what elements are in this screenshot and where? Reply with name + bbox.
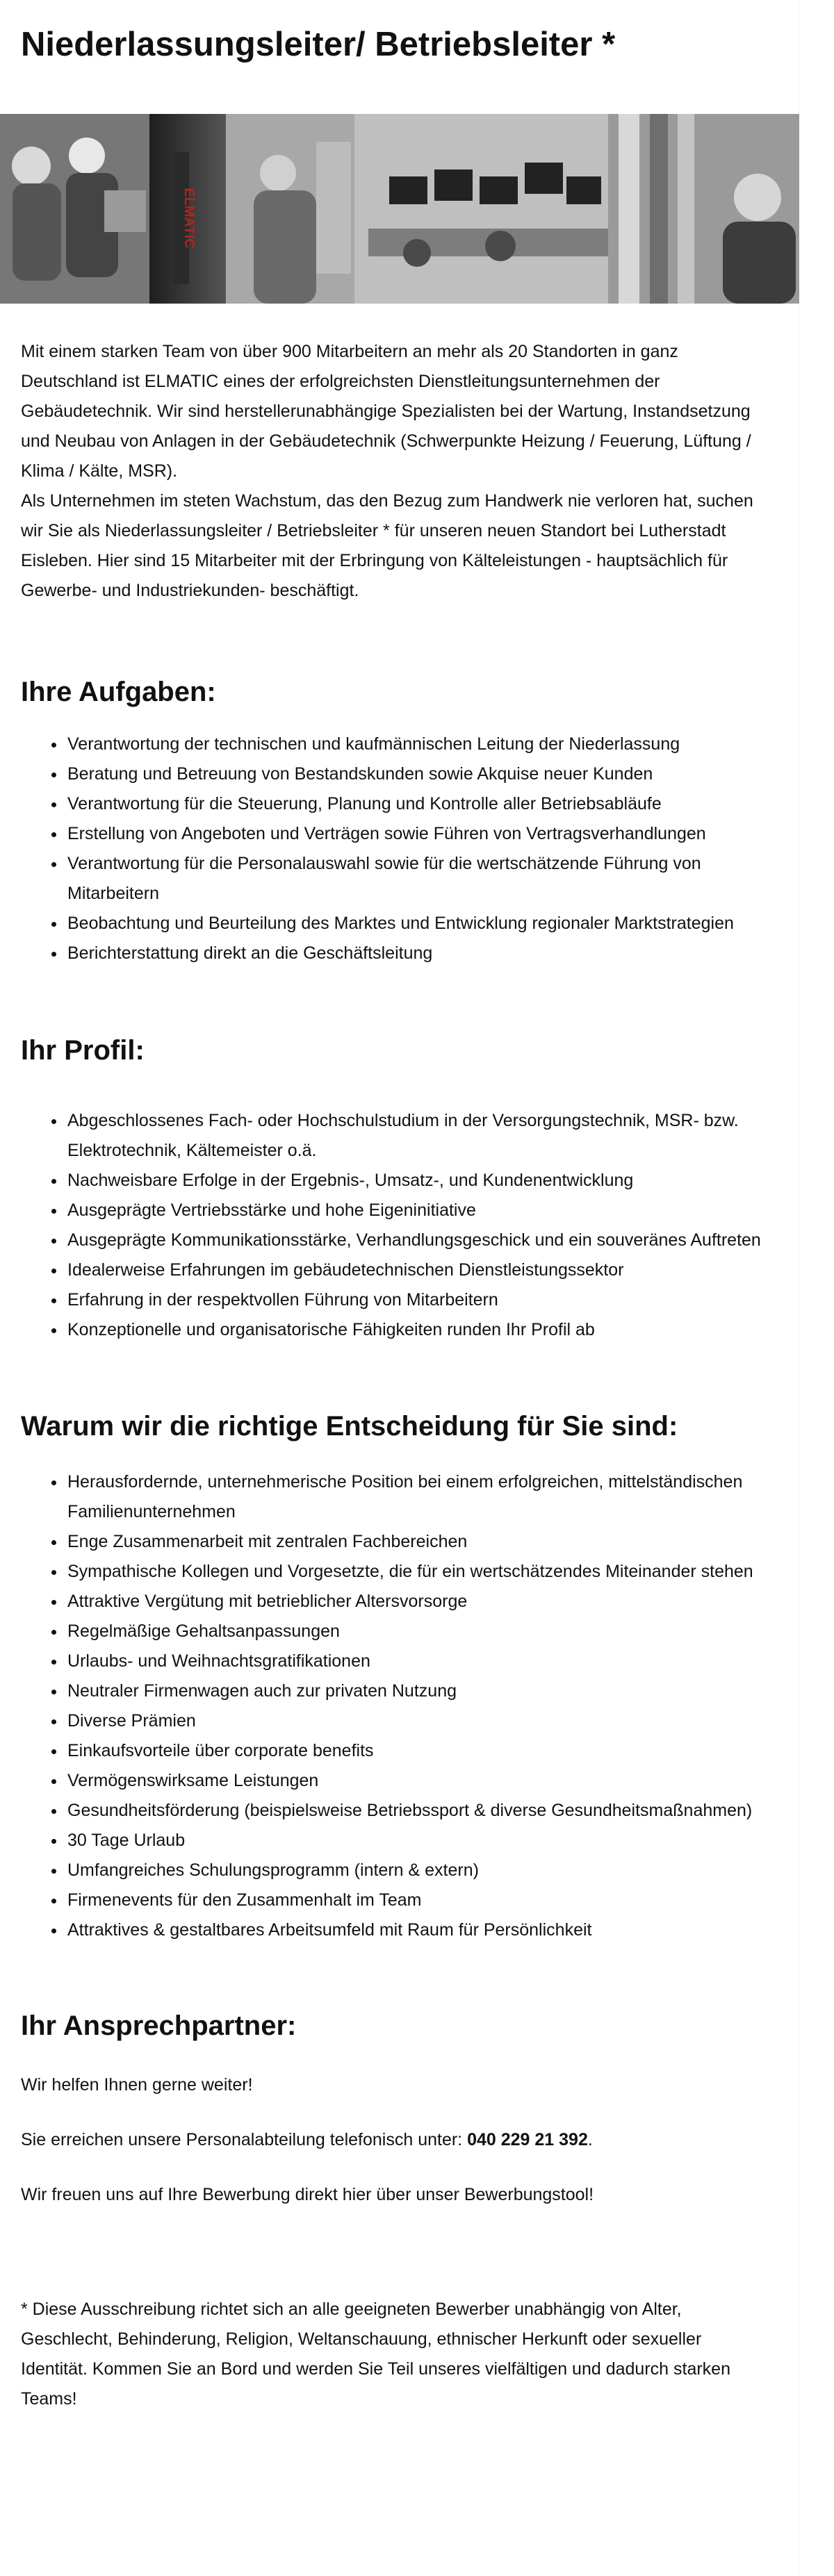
intro-paragraph-1: Mit einem starken Team von über 900 Mitarbeitern an mehr als 20 Standorten in ganz Deutschland ist ELMATIC eines der erfolgreichsten Dienstleitungsunternehmen der Gebäudetechnik. Wir sind herstellerunabhängige Spezialisten bei der Wartung, Instandsetzung und Neubau von Anlagen in der Gebäudetechnik (Schwerpunkte Heizung / Feuerung, Lüftung / Klima / Kälte, MSR). <box>21 342 751 481</box>
list-item: • Beratung und Betreuung von Bestandskunden sowie Akquise neuer Kunden <box>66 759 771 789</box>
section-aufgaben <box>0 675 799 968</box>
list-item: • Einkaufsvorteile über corporate benefits <box>66 1736 771 1766</box>
intro-text <box>0 304 799 606</box>
page-title: Niederlassungsleiter/ Betriebsleiter * <box>21 26 616 63</box>
list-item: • Vermögenswirksame Leistungen <box>66 1766 771 1796</box>
list-item: • Idealerweise Erfahrungen im gebäudetechnischen Dienstleistungssektor <box>66 1255 771 1285</box>
section-profil <box>0 1034 799 1345</box>
list-item: • Neutraler Firmenwagen auch zur privaten Nutzung <box>66 1676 771 1706</box>
intro-paragraph-2: Als Unternehmen im steten Wachstum, das den Bezug zum Handwerk nie verloren hat, suchen wir Sie als Niederlassungsleiter / Betriebsleiter * für unseren neuen Standort bei Lutherstadt Eisleben. Hier sind 15 Mitarbeiter mit der Erbringung von Kälteleistungen - hauptsächlich für Gewerbe- und Industriekunden- beschäftigt. <box>21 491 753 600</box>
profil-list <box>0 1106 799 1345</box>
list-item: • Berichterstattung direkt an die Geschäftsleitung <box>66 939 771 968</box>
list-item: • Urlaubs- und Weihnachtsgratifikationen <box>66 1646 771 1676</box>
list-item: • Sympathische Kollegen und Vorgesetzte, die für ein wertschätzendes Miteinander stehen <box>66 1557 771 1587</box>
list-item: • Verantwortung für die Steuerung, Planung und Kontrolle aller Betriebsabläufe <box>66 789 771 819</box>
list-item: • Erfahrung in der respektvollen Führung von Mitarbeitern <box>66 1285 771 1315</box>
section-heading-warum: Warum wir die richtige Entscheidung für Sie sind: <box>21 1411 678 1442</box>
contact-line-phone <box>0 2125 799 2155</box>
aufgaben-list <box>0 729 799 968</box>
section-heading-aufgaben: Ihre Aufgaben: <box>21 677 216 707</box>
contact-phone-number[interactable]: 040 229 21 392 <box>467 2130 588 2149</box>
list-item: • Gesundheitsförderung (beispielsweise Betriebssport & diverse Gesundheitsmaßnahmen) <box>66 1796 771 1826</box>
section-warum <box>0 1410 799 1945</box>
list-item: • 30 Tage Urlaub <box>66 1826 771 1856</box>
list-item: • Beobachtung und Beurteilung des Marktes und Entwicklung regionaler Marktstrategien <box>66 909 771 939</box>
section-kontakt <box>0 2009 799 2210</box>
list-item: • Enge Zusammenarbeit mit zentralen Fachbereichen <box>66 1527 771 1557</box>
list-item: • Ausgeprägte Vertriebsstärke und hohe Eigeninitiative <box>66 1196 771 1225</box>
disclaimer-text: * Diese Ausschreibung richtet sich an alle geeigneten Bewerber unabhängig von Alter, Geschlecht, Behinderung, Religion, Weltanschauung, ethnischer Herkunft oder sexueller Identität. Kommen Sie an Bord und werden Sie Teil unseres vielfältigen und dadurch starken Teams! <box>21 2300 730 2409</box>
list-item: • Herausfordernde, unternehmerische Position bei einem erfolgreichen, mittelständischen Familienunternehmen <box>66 1467 771 1527</box>
warum-list <box>0 1467 799 1945</box>
section-heading-kontakt: Ihr Ansprechpartner: <box>21 2011 297 2041</box>
list-item: • Nachweisbare Erfolge in der Ergebnis-, Umsatz-, und Kundenentwicklung <box>66 1166 771 1196</box>
list-item: • Konzeptionelle und organisatorische Fähigkeiten runden Ihr Profil ab <box>66 1315 771 1345</box>
contact-phone-suffix: . <box>587 2130 593 2149</box>
list-item: • Abgeschlossenes Fach- oder Hochschulstudium in der Versorgungstechnik, MSR- bzw. Elektrotechnik, Kältemeister o.ä. <box>66 1106 771 1166</box>
list-item: • Verantwortung der technischen und kaufmännischen Leitung der Niederlassung <box>66 729 771 759</box>
contact-line-help: Wir helfen Ihnen gerne weiter! <box>21 2075 253 2095</box>
banner-logo-text: ELMATIC <box>181 188 197 249</box>
header-banner-image <box>0 114 799 304</box>
section-heading-profil: Ihr Profil: <box>21 1035 145 1066</box>
list-item: • Ausgeprägte Kommunikationsstärke, Verhandlungsgeschick und ein souveränes Auftreten <box>66 1225 771 1255</box>
list-item: • Umfangreiches Schulungsprogramm (intern & extern) <box>66 1856 771 1885</box>
contact-phone-prefix: Sie erreichen unsere Personalabteilung telefonisch unter: <box>21 2130 468 2149</box>
list-item: • Erstellung von Angeboten und Verträgen sowie Führen von Vertragsverhandlungen <box>66 819 771 849</box>
contact-line-application: Wir freuen uns auf Ihre Bewerbung direkt hier über unser Bewerbungstool! <box>21 2185 594 2204</box>
list-item: • Attraktives & gestaltbares Arbeitsumfeld mit Raum für Persönlichkeit <box>66 1915 771 1945</box>
list-item: • Diverse Prämien <box>66 1706 771 1736</box>
list-item: • Verantwortung für die Personalauswahl sowie für die wertschätzende Führung von Mitarbeitern <box>66 849 771 909</box>
list-item: • Attraktive Vergütung mit betrieblicher Altersvorsorge <box>66 1587 771 1617</box>
list-item: • Firmenevents für den Zusammenhalt im Team <box>66 1885 771 1915</box>
list-item: • Regelmäßige Gehaltsanpassungen <box>66 1617 771 1646</box>
